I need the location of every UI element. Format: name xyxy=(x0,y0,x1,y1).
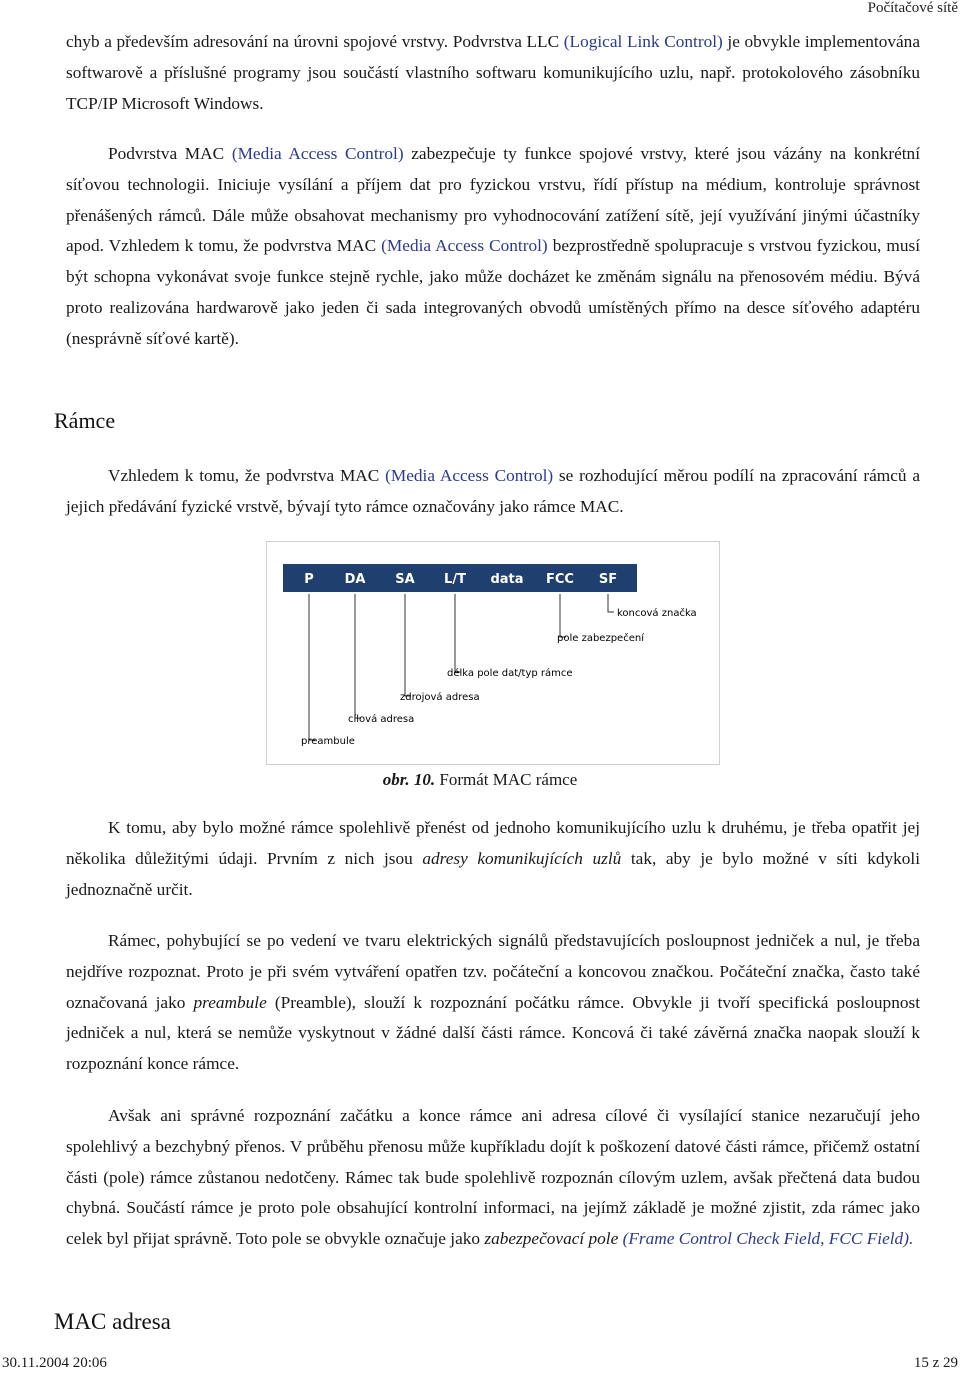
frame-field-p: P xyxy=(304,572,314,587)
paragraph-addresses xyxy=(66,813,920,905)
heading-ramce: Rámce xyxy=(54,408,116,433)
text-run: Podvrstva MAC xyxy=(108,144,232,163)
term-mac: (Media Access Control) xyxy=(385,466,554,485)
figure-caption xyxy=(0,770,960,790)
text-run: chyb a především adresování na úrovni spojové vrstvy. Podvrstva LLC xyxy=(66,32,564,51)
leader-line xyxy=(608,594,614,612)
caption-number: obr. 10. xyxy=(382,770,436,789)
frame-field-da: DA xyxy=(344,572,366,587)
running-header: Počítačové sítě xyxy=(867,0,958,16)
leader-line xyxy=(455,594,461,672)
text-run: zabezpečuje ty funkce spojové vrstvy, které jsou vázány na konkrétní síťovou technologii. Iniciuje vysílání a příjem dat pro fyzickou vrstvu, řídí přístup na médium, kontroluje správnost přenášených rámců. Dále může obsahovat mechanismy pro vyhodnocování zatížení sítě, její využívání jinými účastníky apod. Vzhledem k tomu, že podvrstva MAC xyxy=(66,144,920,256)
text-run: se rozhodující měrou podílí na zpracování rámců a jejich předávání fyzické vrstvě, bývají tyto rámce označovány jako rámce MAC. xyxy=(66,466,920,516)
text-run: Vzhledem k tomu, že podvrstva MAC xyxy=(108,466,386,485)
text-run: je obvykle implementována softwarově a příslušné programy jsou součástí vlastního softwaru komunikujícího uzlu, např. protokolového zásobníku TCP/IP Microsoft Windows. xyxy=(66,32,920,113)
heading-mac-adresa: MAC adresa xyxy=(54,1309,171,1334)
paragraph-ramce xyxy=(66,461,920,523)
text-run: Avšak ani správné rozpoznání začátku a konce rámce ani adresa cílové či vysílající stanice nezaručují jeho spolehlivý a bezchybný přenos. V průběhu přenosu může kupříkladu dojít k poškození datové části rámce, přičemž ostatní části (pole) rámce zůstanou nedotčeny. Rámec tak bude spolehlivě rozpoznán cílovým uzlem, avšak přečtená data budou chybná. Součástí rámce je proto pole obsahující kontrolní informaci, na jejímž základě je možné zjistit, zda rámec jako celek byl přijat správně. Toto pole se obvykle označuje jako xyxy=(66,1106,920,1249)
label-fcs: pole zabezpečení xyxy=(557,633,644,644)
footer-timestamp: 30.11.2004 20:06 xyxy=(2,1355,107,1371)
label-destination-address: cílová adresa xyxy=(348,714,415,725)
footer-page-number: 15 z 29 xyxy=(913,1355,958,1371)
frame-field-sf: SF xyxy=(598,572,618,587)
term-mac: (Media Access Control) xyxy=(231,144,404,163)
term-llc: (Logical Link Control) xyxy=(563,32,723,51)
label-end-mark: koncová značka xyxy=(617,608,697,619)
caption-text: Formát MAC rámce xyxy=(435,770,578,789)
leader-line xyxy=(309,594,315,740)
frame-field-sa: SA xyxy=(395,572,415,587)
paragraph-preamble xyxy=(66,926,920,1080)
paragraph-llc xyxy=(66,27,920,119)
text-run: tak, aby je bylo možné v síti kdykoli jednoznačně určit. xyxy=(66,848,921,899)
paragraph-mac xyxy=(66,139,920,355)
text-run: bezprostředně spolupracuje s vrstvou fyzickou, musí být schopna vykonávat svoje funkce stejně rychle, jako může docházet ke změnám signálu na přenosovém médiu. Bývá proto realizována hardwarově jako jeden či sada integrovaných obvodů umístěných přímo na desce síťového adaptéru (nesprávně síťové kartě). xyxy=(66,236,920,348)
frame-field-data: data xyxy=(490,572,524,587)
term-mac: (Media Access Control) xyxy=(381,236,548,256)
label-source-address: zdrojová adresa xyxy=(400,692,480,703)
term-fcc-en: (Frame Control Check Field, FCC Field). xyxy=(618,1229,914,1249)
label-preamble: preambule xyxy=(301,736,355,747)
label-length-type: délka pole dat/typ rámce xyxy=(447,668,573,679)
leader-line xyxy=(405,594,411,696)
text-run: Rámec, pohybující se po vedení ve tvaru elektrických signálů představujících posloupnost jedniček a nul, je třeba nejdříve rozpoznat. Proto je při svém vytváření opatřen tzv. počáteční a koncovou značkou. Počáteční značka, často také označovaná jako xyxy=(66,931,920,1012)
mac-frame-figure xyxy=(266,541,720,765)
leader-line xyxy=(560,594,566,637)
term-preamble: preambule xyxy=(193,992,267,1012)
term-fcc: zabezpečovací pole xyxy=(484,1229,619,1249)
text-run: (Preamble), slouží k rozpoznání počátku rámce. Obvykle ji tvoří specifická posloupnost jedniček a nul, která se nemůže vyskytnout v žádné další části rámce. Koncová či také závěrná značka naopak slouží k rozpoznání konce rámce. xyxy=(66,992,921,1074)
term-addresses: adresy komunikujících uzlů xyxy=(422,848,622,868)
mac-frame-diagram xyxy=(267,542,719,764)
leader-line xyxy=(355,594,361,718)
frame-field-fcc: FCC xyxy=(546,572,574,587)
frame-field-l-t: L/T xyxy=(444,572,466,587)
paragraph-fcc xyxy=(66,1101,920,1255)
text-run: K tomu, aby bylo možné rámce spolehlivě přenést od jednoho komunikujícího uzlu k druhému, je třeba opatřit jej několika důležitými údaji. Prvním z nich jsou xyxy=(66,818,920,868)
